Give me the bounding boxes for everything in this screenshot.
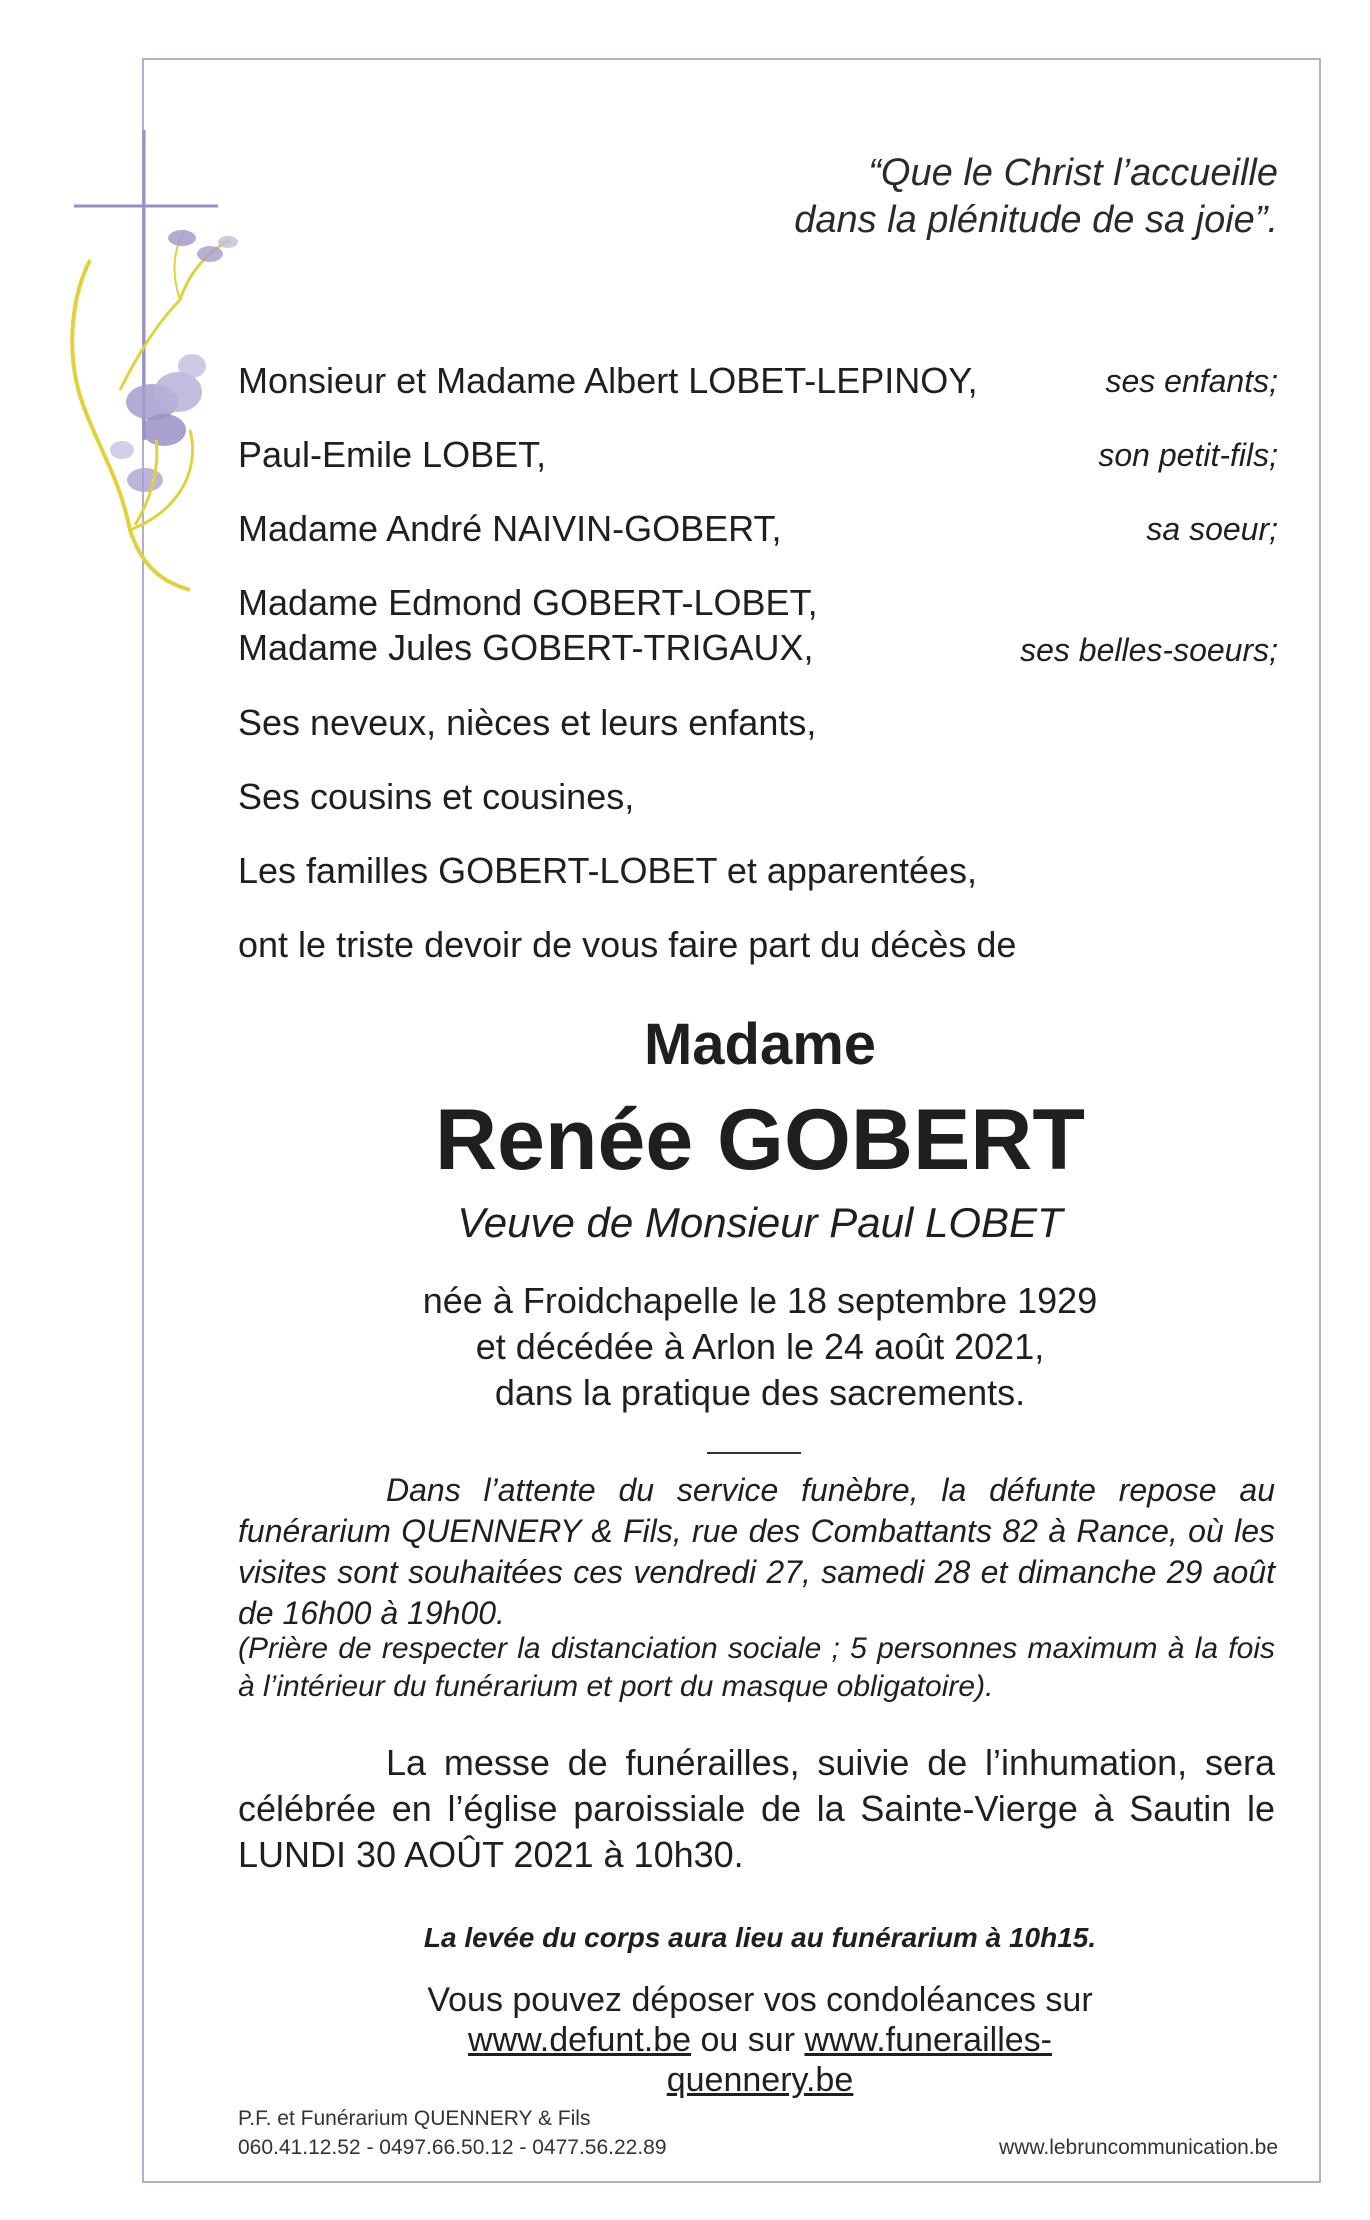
funeral-mass-text: La messe de funérailles, suivie de l’inhumation, sera célébrée en l’église paroissiale de la Sainte-Vierge à Sautin le LUNDI 30 AOÛT 2021 à 10h30. bbox=[238, 1742, 1275, 1875]
life-dates bbox=[380, 1278, 1140, 1416]
family-relation: ses enfants; bbox=[1105, 363, 1278, 399]
family-relation: ses belles-soeurs; bbox=[1020, 632, 1278, 668]
cross-flower-illustration bbox=[60, 130, 250, 610]
condolences-links bbox=[380, 2020, 1140, 2100]
footer-phones: 060.41.12.52 - 0497.66.50.12 - 0477.56.22.89 bbox=[238, 2136, 667, 2159]
family-row bbox=[238, 580, 1278, 626]
divider bbox=[707, 1452, 801, 1454]
relatives-line: Ses cousins et cousines, bbox=[238, 776, 635, 817]
family-name: Paul-Emile LOBET, bbox=[238, 434, 547, 475]
family-name: Madame André NAIVIN-GOBERT, bbox=[238, 508, 782, 549]
quote-line-2: dans la plénitude de sa joie”. bbox=[794, 199, 1278, 241]
distancing-note: (Prière de respecter la distanciation sociale ; 5 personnes maximum à la fois à l’intérieur du funérarium et port du masque obligatoire). bbox=[238, 1632, 1275, 1703]
levee-line: La levée du corps aura lieu au funérarium à 10h15. bbox=[423, 1922, 1097, 1953]
condolences-block bbox=[380, 1980, 1140, 2100]
family-row bbox=[238, 625, 1278, 671]
sacraments-line: dans la pratique des sacrements. bbox=[494, 1372, 1026, 1413]
deceased-title: Madame bbox=[643, 1012, 877, 1077]
quennery-link[interactable]: www.funerailles-quennery.be bbox=[666, 2021, 1052, 2099]
visitation-text: Dans l’attente du service funèbre, la défunte repose au funérarium QUENNERY & Fils, rue des Combattants 82 à Rance, où les visites sont souhaitées ces vendredi 27, samedi 28 et dimanche 29 août de 16h00 à 19h00. bbox=[238, 1472, 1275, 1631]
relatives-line: Les familles GOBERT-LOBET et apparentées, bbox=[238, 850, 978, 891]
family-name: Madame Jules GOBERT-TRIGAUX, bbox=[238, 627, 814, 668]
quote bbox=[794, 150, 1278, 244]
footer-company: P.F. et Funérarium QUENNERY & Fils bbox=[238, 2107, 591, 2130]
family-name: Madame Edmond GOBERT-LOBET, bbox=[238, 582, 818, 623]
flower-icon bbox=[72, 230, 238, 590]
condolences-connector: ou sur bbox=[700, 2021, 795, 2059]
deceased-name: Renée GOBERT bbox=[435, 1092, 1085, 1188]
family-row bbox=[238, 358, 1278, 404]
family-relation: sa soeur; bbox=[1146, 511, 1278, 547]
family-row bbox=[238, 506, 1278, 552]
quote-line-1: “Que le Christ l’accueille bbox=[868, 152, 1278, 194]
family-name: Monsieur et Madame Albert LOBET-LEPINOY, bbox=[238, 360, 978, 401]
family-relation: son petit-fils; bbox=[1098, 437, 1278, 473]
visitation-paragraph bbox=[238, 1470, 1275, 1634]
footer-website: www.lebruncommunication.be bbox=[999, 2136, 1278, 2159]
condolences-line: Vous pouvez déposer vos condoléances sur bbox=[427, 1981, 1093, 2019]
relatives-line: Ses neveux, nièces et leurs enfants, bbox=[238, 702, 817, 743]
birth-line: née à Froidchapelle le 18 septembre 1929 bbox=[422, 1280, 1098, 1321]
family-row bbox=[238, 432, 1278, 478]
death-line: et décédée à Arlon le 24 août 2021, bbox=[475, 1326, 1045, 1367]
widow-line: Veuve de Monsieur Paul LOBET bbox=[457, 1199, 1063, 1246]
announcement-line: ont le triste devoir de vous faire part du décès de bbox=[238, 924, 1017, 965]
defunt-link[interactable]: www.defunt.be bbox=[468, 2021, 692, 2059]
funeral-mass-paragraph bbox=[238, 1740, 1275, 1878]
